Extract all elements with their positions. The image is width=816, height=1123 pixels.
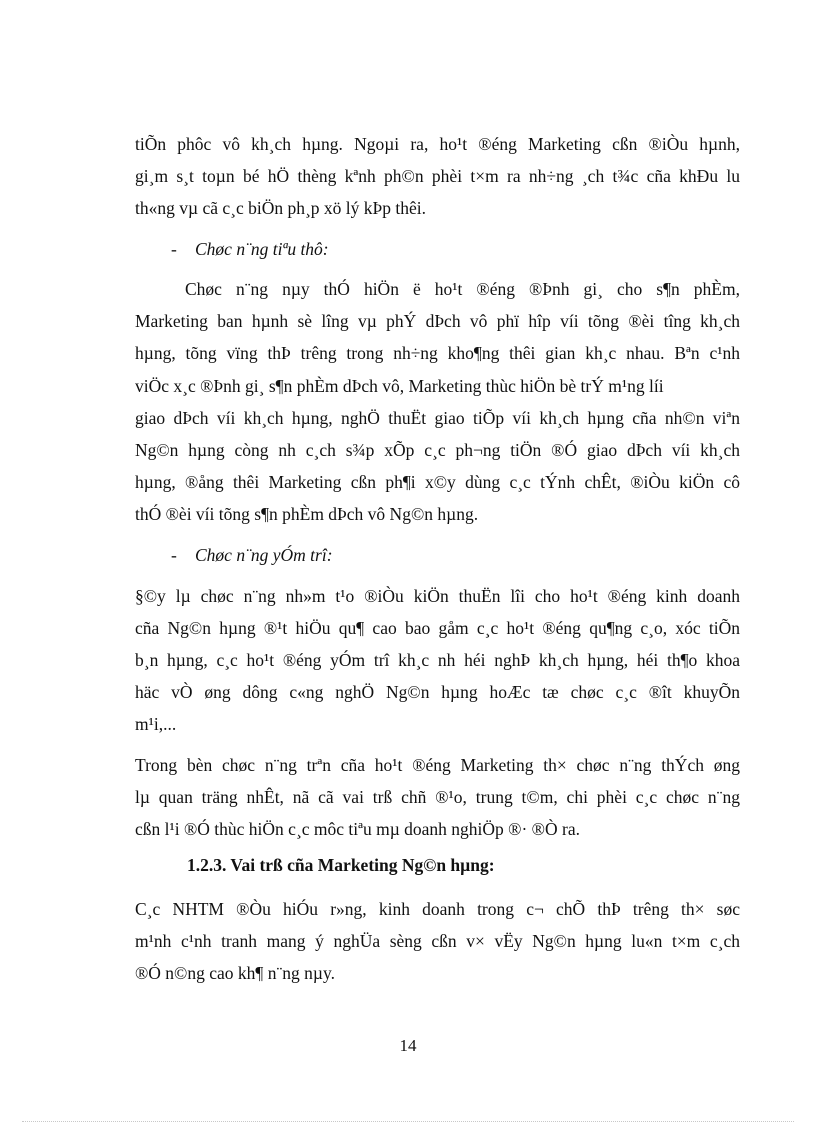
bullet-tieu-tho	[135, 237, 740, 261]
p3-line-1: §©y lµ chøc n¨ng nh»m t¹o ®iÒu kiÖn thuËn lîi cho ho¹t ®éng kinh doanh	[135, 586, 740, 606]
p1-line-1: tiÕn phôc vô kh¸ch hµng. Ngoµi ra, ho¹t ®éng Marketing cßn ®iÒu hµnh,	[135, 134, 740, 154]
p3-line-3: b¸n hµng, c¸c ho¹t ®éng yÓm trî kh¸c nh héi nghÞ kh¸ch hµng, héi th¶o khoa	[135, 650, 740, 670]
p2-line-6: Ng©n hµng còng nh c¸ch s¾p xÕp c¸c ph¬ng tiÖn ®Ó giao dÞch víi kh¸ch	[135, 440, 740, 460]
p2-line-7: hµng, ®ång thêi Marketing cßn ph¶i x©y dùng c¸c tÝnh chÊt, ®iÒu kiÖn cô	[135, 472, 740, 492]
p4-line-1: Trong bèn chøc n¨ng trªn cña ho¹t ®éng Marketing th× chøc n¨ng thÝch øng	[135, 755, 740, 775]
heading-text: 1.2.3. Vai trß cña Marketing Ng©n hµng:	[187, 855, 495, 875]
bullet-text: Chøc n¨ng tiªu thô:	[195, 239, 329, 259]
p3-line-4: häc vÒ øng dông c«ng nghÖ Ng©n hµng hoÆc tæ chøc c¸c ®ît khuyÕn	[135, 682, 740, 702]
p1-line-3: th«ng vµ cã c¸c biÖn ph¸p xö lý kÞp thêi.	[135, 198, 427, 218]
p2-line-3: hµng, tõng vïng thÞ trêng trong nh÷ng kho¶ng thêi gian kh¸c nhau. Bªn c¹nh	[135, 343, 740, 363]
p3-line-2: cña Ng©n hµng ®¹t hiÖu qu¶ cao bao gåm c¸c ho¹t ®éng qu¶ng c¸o, xóc tiÕn	[135, 618, 740, 638]
p2-line-8: thÓ ®èi víi tõng s¶n phÈm dÞch vô Ng©n hµng.	[135, 504, 479, 524]
p2-line-4: viÖc x¸c ®Þnh gi¸ s¶n phÈm dÞch vô, Marketing thùc hiÖn bè trÝ m¹ng líi	[135, 376, 664, 396]
p5-line-2: m¹nh c¹nh tranh mang ý nghÜa sèng cßn v× vËy Ng©n hµng lu«n t×m c¸ch	[135, 931, 740, 951]
page-number: 14	[399, 1036, 417, 1055]
p2-line-5: giao dÞch víi kh¸ch hµng, nghÖ thuËt giao tiÕp víi kh¸ch hµng cña nh©n viªn	[135, 408, 740, 428]
p5-line-3: ®Ó n©ng cao kh¶ n¨ng nµy.	[135, 963, 335, 983]
bullet-yem-tro	[135, 543, 740, 567]
page-bottom-divider	[22, 1121, 794, 1122]
p5-line-1: C¸c NHTM ®Òu hiÓu r»ng, kinh doanh trong c¬ chÕ thÞ trêng th× søc	[135, 899, 740, 919]
bullet-text: Chøc n¨ng yÓm trî:	[195, 545, 333, 565]
p2-line-2: Marketing ban hµnh sè lîng vµ phÝ dÞch vô phï hîp víi tõng ®èi tîng kh¸ch	[135, 311, 740, 331]
section-heading	[135, 853, 740, 877]
p4-line-3: cßn l¹i ®Ó thùc hiÖn c¸c môc tiªu mµ doanh nghiÖp ®· ®Ò ra.	[135, 819, 580, 839]
bullet-dash: -	[171, 239, 177, 259]
p2-line-1: Chøc n¨ng nµy thÓ hiÖn ë ho¹t ®éng ®Þnh gi¸ cho s¶n phÈm,	[185, 279, 740, 299]
p4-line-2: lµ quan träng nhÊt, nã cã vai trß chñ ®¹o, trung t©m, chi phèi c¸c chøc n¨ng	[135, 787, 740, 807]
p1-line-2: gi¸m s¸t toµn bé hÖ thèng kªnh ph©n phèi t×m ra nh÷ng ¸ch t¾c cña khÐu lu	[135, 166, 740, 186]
bullet-dash: -	[171, 545, 177, 565]
p3-line-5: m¹i,...	[135, 714, 177, 734]
